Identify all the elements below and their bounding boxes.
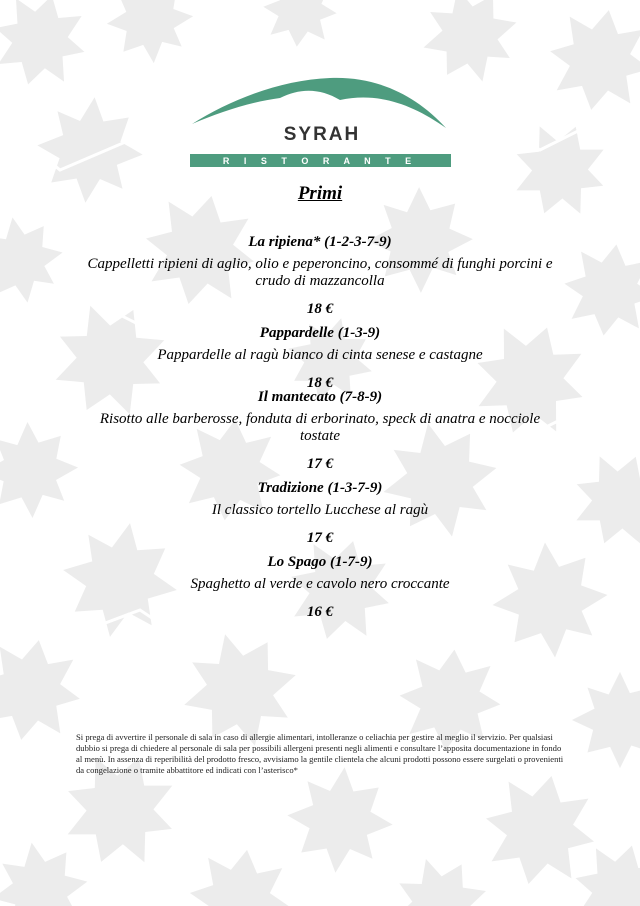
dish-item	[80, 232, 560, 319]
dish-item	[80, 387, 560, 474]
allergen-note: Si prega di avvertire il personale di sala in caso di allergie alimentari, intolleranze o celiachia per gestire al meglio il servizio. Per qualsiasi dubbio si prega di chiedere al personale di sala per possibili allergeni presenti negli alimenti e consultare l’apposita documentazione in fondo al menù. In assenza di reperibilità del prodotto fresco, avvisiamo la gentile clientela che alcuni prodotti possono essere surgelati o provenienti da congelazione o tramite abbattitore ed indicati con l’asterisco*	[76, 732, 564, 775]
dish-item	[80, 478, 560, 548]
dish-price: 17 €	[306, 456, 334, 472]
dish-price: 16 €	[306, 604, 334, 620]
dish-description: Spaghetto al verde e cavolo nero croccante	[190, 576, 450, 592]
dish-name: Tradizione (1-3-7-9)	[257, 480, 383, 496]
dish-name: La ripiena* (1-2-3-7-9)	[248, 234, 392, 250]
dish-name: Il mantecato (7-8-9)	[257, 389, 383, 405]
restaurant-logo	[0, 70, 640, 180]
dish-description: Il classico tortello Lucchese al ragù	[211, 502, 429, 518]
dish-name: Lo Spago (1-7-9)	[267, 554, 373, 570]
mountain-arch-logo-icon	[192, 78, 446, 128]
dish-price: 17 €	[306, 530, 334, 546]
dish-description: Cappelletti ripieni di aglio, olio e peperoncino, consommé di funghi porcini e crudo di mazzancolla	[87, 256, 553, 289]
dish-item	[80, 552, 560, 622]
dish-description: Pappardelle al ragù bianco di cinta senese e castagne	[157, 347, 483, 363]
brand-name: SYRAH	[283, 124, 361, 145]
section-title: Primi	[297, 183, 343, 204]
brand-subtitle: R I S T O R A N T E	[222, 156, 418, 166]
dish-description: Risotto alle barberosse, fonduta di erborinato, speck di anatra e nocciole tostate	[99, 411, 541, 444]
dish-price: 18 €	[306, 301, 334, 317]
dish-price: 18 €	[306, 375, 334, 391]
dish-list	[80, 232, 560, 622]
dish-name: Pappardelle (1-3-9)	[259, 325, 381, 341]
dish-item	[80, 323, 560, 393]
